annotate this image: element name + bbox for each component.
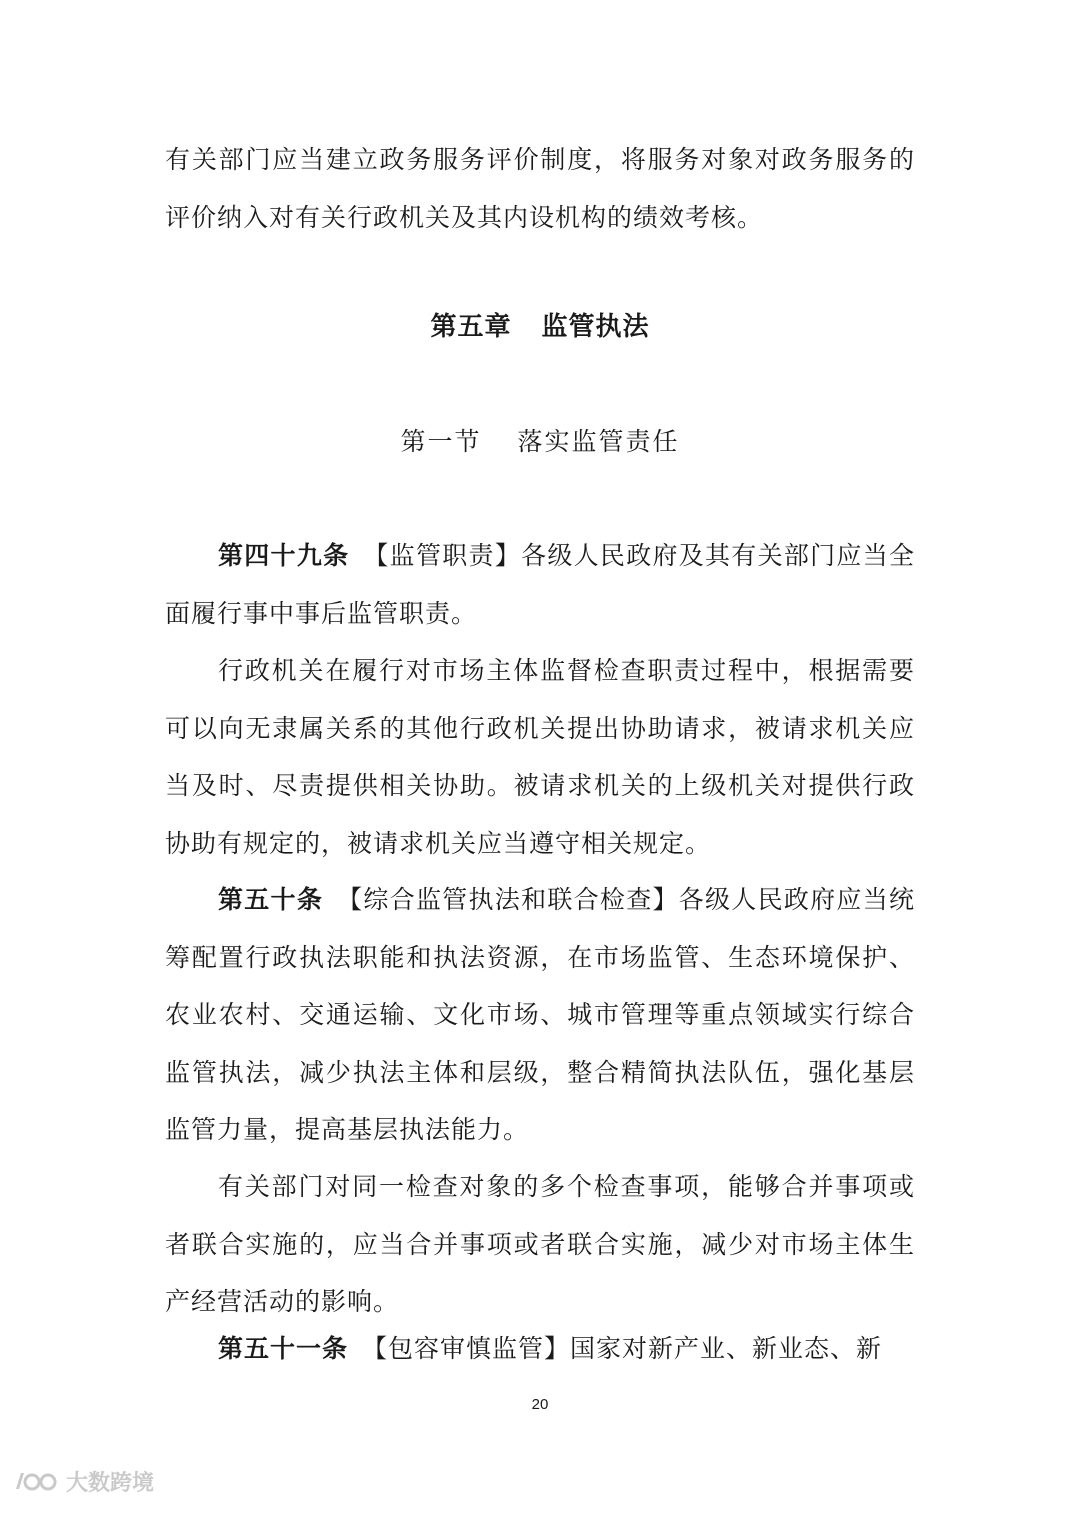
section-heading: [0, 422, 1080, 458]
chapter-title: 监管执法: [541, 312, 650, 342]
article-50-paragraph-2: 有关部门对同一检查对象的多个检查事项，能够合并事项或者联合实施的，应当合并事项或者联合实施，减少对市场主体生产经营活动的影响。: [165, 1172, 915, 1316]
intro-paragraph: 有关部门应当建立政务服务评价制度，将服务对象对政务服务的评价纳入对有关行政机关及其内设机构的绩效考核。: [165, 145, 915, 232]
section-title: 落实监管责任: [517, 427, 680, 456]
article-text: 【综合监管执法和联合检查】各级人民政府应当统筹配置行政执法职能和执法资源，在市场监管、生态环境保护、农业农村、交通运输、文化市场、城市管理等重点领域实行综合监管执法，减少执法主体和层级，整合精简执法队伍，强化基层监管力量，提高基层执法能力。: [165, 885, 915, 1144]
article-number: 第五十一条: [218, 1334, 349, 1363]
watermark: [12, 1466, 154, 1497]
article-text: 【监管职责】各级人民政府及其有关部门应当全面履行事中事后监管职责。: [165, 541, 915, 628]
section-number: 第一节: [400, 427, 482, 456]
article-49-paragraph-2: 行政机关在履行对市场主体监督检查职责过程中，根据需要可以向无隶属关系的其他行政机关提出协助请求，被请求机关应当及时、尽责提供相关协助。被请求机关的上级机关对提供行政协助有规定的，被请求机关应当遵守相关规定。: [165, 656, 915, 858]
article-49: [165, 527, 915, 642]
watermark-text: 大数跨境: [66, 1471, 155, 1496]
article-text: 【包容审慎监管】国家对新产业、新业态、新: [362, 1334, 883, 1363]
chapter-heading: [0, 306, 1080, 343]
chapter-number: 第五章: [430, 312, 512, 342]
brand-logo-icon: [12, 1469, 60, 1495]
article-number: 第五十条: [218, 885, 324, 914]
page-number: 20: [531, 1396, 549, 1413]
article-number: 第四十九条: [218, 541, 350, 570]
article-51: [165, 1320, 915, 1378]
article-50: [165, 871, 915, 1159]
